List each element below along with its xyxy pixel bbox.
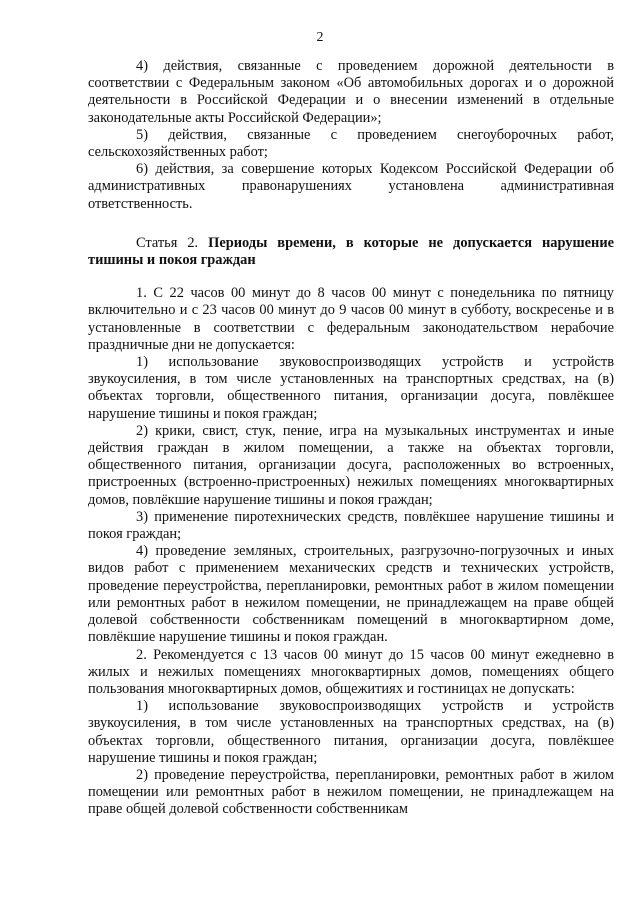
paragraph-clause-1-item-4: 4) проведение земляных, строительных, разгрузочно-погрузочных и иных видов работ с применением механических средств и технических устройств, проведение переустройства, перепланировки, ремонтных работ в жилом помещении или ремонтных работ в нежилом помещении, не принадлежащем на праве общей долевой собственности собственникам помещений в многоквартирном доме, повлёкшие нарушение тишины и покоя граждан. bbox=[88, 543, 614, 646]
paragraph-clause-2-item-1: 1) использование звуковоспроизводящих устройств и устройств звукоусиления, в том числе установленных на транспортных средствах, на (в) объектах торговли, общественного питания, организации досуга, повлёкшее нарушение тишины и покоя граждан; bbox=[88, 698, 614, 766]
article-title: Периоды времени, в которые не допускается нарушение тишины и покоя граждан bbox=[88, 234, 615, 269]
paragraph-clause-2-item-2: 2) проведение переустройства, перепланировки, ремонтных работ в жилом помещении или ремонтных работ в нежилом помещении, не принадлежащем на праве общей долевой собственности собственникам bbox=[88, 766, 614, 818]
paragraph-clause-1-item-1: 1) использование звуковоспроизводящих устройств и устройств звукоусиления, в том числе установленных на транспортных средствах, на (в) объектах торговли, общественного питания, организации досуга, повлёкшее нарушение тишины и покоя граждан; bbox=[88, 354, 614, 422]
article-label: Статья 2. bbox=[136, 234, 199, 251]
paragraph-clause-1-item-2: 2) крики, свист, стук, пение, игра на музыкальных инструментах и иные действия граждан в жилом помещении, а также на объектах торговли, общественного питания, организации досуга, расположенных во встроенных, пристроенных (встроенно-пристроенных) нежилых помещениях многоквартирных домов, повлёкшие нарушение тишины и покоя граждан; bbox=[88, 422, 614, 508]
paragraph-clause-1: 1. С 22 часов 00 минут до 8 часов 00 минут с понедельника по пятницу включительно и с 23 часов 00 минут до 9 часов 00 минут в субботу, воскресенье и в установленные в соответствии с федеральным законодательством нерабочие праздничные дни не допускается: bbox=[88, 285, 614, 353]
paragraph-clause-2: 2. Рекомендуется с 13 часов 00 минут до 15 часов 00 минут ежедневно в жилых и нежилых помещениях многоквартирных домов, помещениях общего пользования многоквартирных домов, общежитиях и гостиницах не допускать: bbox=[88, 646, 614, 697]
paragraph-item-6: 6) действия, за совершение которых Кодексом Российской Федерации об административных правонарушениях установлена административная ответственность. bbox=[88, 161, 614, 212]
document-body bbox=[88, 58, 614, 819]
page-number: 2 bbox=[316, 30, 324, 45]
paragraph-item-5: 5) действия, связанные с проведением снегоуборочных работ, сельскохозяйственных работ; bbox=[88, 126, 614, 161]
paragraph-clause-1-item-3: 3) применение пиротехнических средств, повлёкшее нарушение тишины и покоя граждан; bbox=[88, 508, 614, 543]
article-heading bbox=[88, 235, 614, 269]
paragraph-item-4: 4) действия, связанные с проведением дорожной деятельности в соответствии с Федеральным законом «Об автомобильных дорогах и о дорожной деятельности в Российской Федерации и о внесении изменений в отдельные законодательные акты Российской Федерации»; bbox=[88, 58, 614, 126]
